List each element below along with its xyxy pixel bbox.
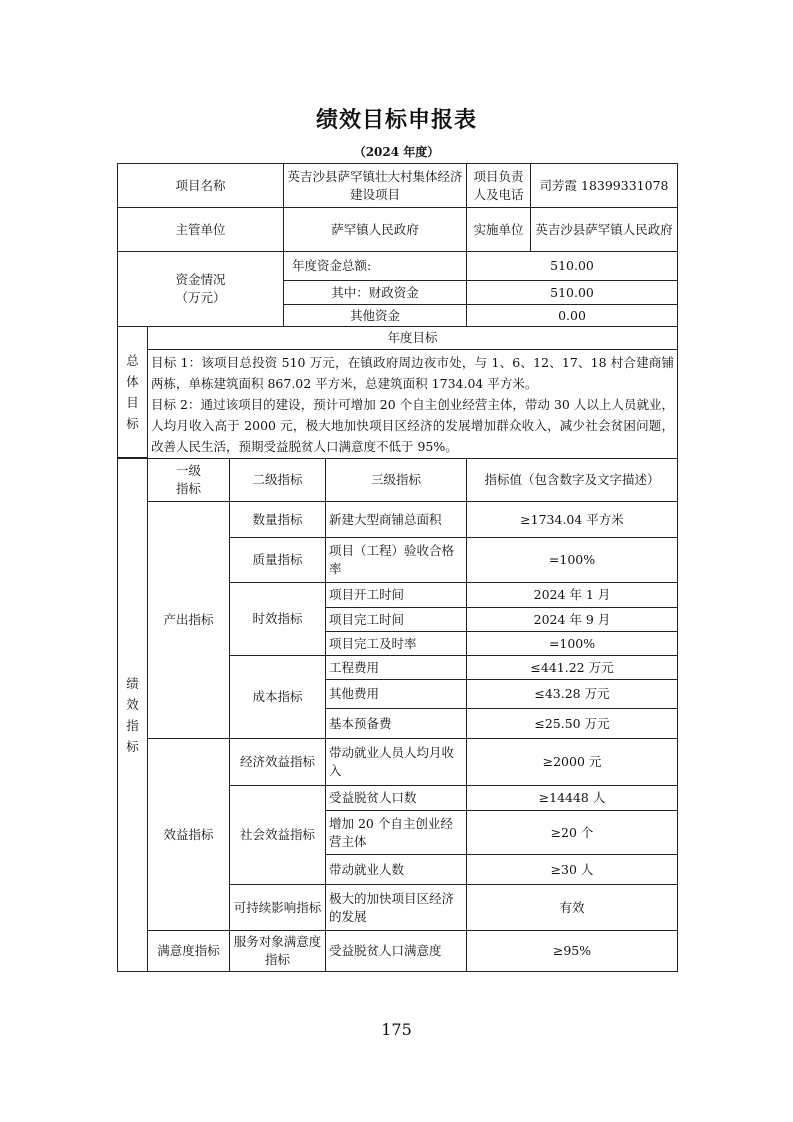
level3-name: 增加 20 个自主创业经营主体: [325, 810, 467, 855]
sustainable-impact-indicator: 可持续影响指标: [229, 884, 326, 931]
level3-value: ≥14448 人: [466, 785, 678, 811]
level3-name: 受益脱贫人口数: [325, 785, 467, 811]
economic-benefit-indicator: 经济效益指标: [229, 738, 326, 786]
impl-value: 英吉沙县萨罕镇人民政府: [530, 207, 678, 252]
level3-value: ≤25.50 万元: [466, 708, 678, 739]
level3-value: ≥95%: [466, 930, 678, 972]
quality-indicator: 质量指标: [229, 537, 326, 583]
cost-indicator: 成本指标: [229, 655, 326, 739]
page-number: 175: [381, 1020, 412, 1039]
funds-fiscal-value: 510.00: [466, 280, 678, 305]
level3-name: 工程费用: [325, 655, 467, 680]
timeliness-indicator: 时效指标: [229, 582, 326, 656]
level3-value: 2024 年 9 月: [466, 607, 678, 632]
funds-other-label: 其他资金: [283, 304, 467, 327]
level3-value: =100%: [466, 631, 678, 656]
level3-name: 项目开工时间: [325, 582, 467, 608]
level3-name: 其他费用: [325, 679, 467, 709]
col-level2-header: 二级指标: [229, 458, 326, 502]
level3-value: =100%: [466, 537, 678, 583]
level3-value: ≤441.22 万元: [466, 655, 678, 680]
level3-value: ≥1734.04 平方米: [466, 501, 678, 538]
level3-name: 新建大型商铺总面积: [325, 501, 467, 538]
level3-value: 有效: [466, 884, 678, 931]
goal-1: 目标 1：该项目总投资 510 万元，在镇政府周边夜市处，与 1、6、12、17、18 村合建商铺两栋，单栋建筑面积 867.02 平方米，总建筑面积 1734.04 平方米。: [151, 355, 674, 391]
annual-goal-header: 年度目标: [147, 326, 678, 350]
leader-value: 司芳霞 18399331078: [530, 163, 678, 208]
level3-value: ≥2000 元: [466, 738, 678, 786]
col-level3-header: 三级指标: [325, 458, 467, 502]
dept-value: 萨罕镇人民政府: [283, 207, 467, 252]
level3-name: 基本预备费: [325, 708, 467, 739]
form-year: （2024 年度）: [353, 145, 440, 159]
level3-name: 极大的加快项目区经济的发展: [325, 884, 467, 931]
level3-value: 2024 年 1 月: [466, 582, 678, 608]
level3-name: 项目完工及时率: [325, 631, 467, 656]
satisfaction-indicator: 满意度指标: [147, 930, 230, 972]
leader-label: 项目负责人及电话: [466, 163, 531, 208]
project-name-value: 英吉沙县萨罕镇壮大村集体经济建设项目: [283, 163, 467, 208]
impl-label: 实施单位: [466, 207, 531, 252]
level3-name: 带动就业人员人均月收入: [325, 738, 467, 786]
funds-fiscal-label: 其中：财政资金: [283, 280, 467, 305]
level3-name: 项目完工时间: [325, 607, 467, 632]
funds-other-value: 0.00: [466, 304, 678, 327]
level3-name: 带动就业人数: [325, 854, 467, 885]
overall-goal-label: 总 体 目 标: [117, 326, 148, 458]
level3-value: ≥30 人: [466, 854, 678, 885]
form-title: 绩效目标申报表: [315, 107, 477, 133]
perf-indicator-label: 绩 效 指 标: [117, 458, 148, 972]
funds-label: 资金情况 （万元）: [117, 251, 284, 327]
project-name-label: 项目名称: [117, 163, 284, 208]
level3-value: ≥20 个: [466, 810, 678, 855]
funds-total-label: 年度资金总额:: [283, 251, 467, 281]
col-level1-header: 一级 指标: [147, 458, 230, 502]
goal-2: 目标 2：通过该项目的建设，预计可增加 20 个自主创业经营主体，带动 30 人以上人员就业，人均月收入高于 2000 元，极大地加快项目区经济的发展增加群众收入，减少社会贫困问题，改善人民生活，预期受益脱贫人口满意度不低于 95%。: [151, 397, 674, 454]
social-benefit-indicator: 社会效益指标: [229, 785, 326, 885]
quantity-indicator: 数量指标: [229, 501, 326, 538]
level3-value: ≤43.28 万元: [466, 679, 678, 709]
funds-total-value: 510.00: [466, 251, 678, 281]
output-indicator: 产出指标: [147, 501, 230, 739]
col-value-header: 指标值（包含数字及文字描述）: [466, 458, 678, 502]
benefit-indicator: 效益指标: [147, 738, 230, 931]
level3-name: 项目（工程）验收合格率: [325, 537, 467, 583]
level3-name: 受益脱贫人口满意度: [325, 930, 467, 972]
annual-goal-text: [147, 349, 678, 459]
service-satisfaction-indicator: 服务对象满意度指标: [229, 930, 326, 972]
dept-label: 主管单位: [117, 207, 284, 252]
